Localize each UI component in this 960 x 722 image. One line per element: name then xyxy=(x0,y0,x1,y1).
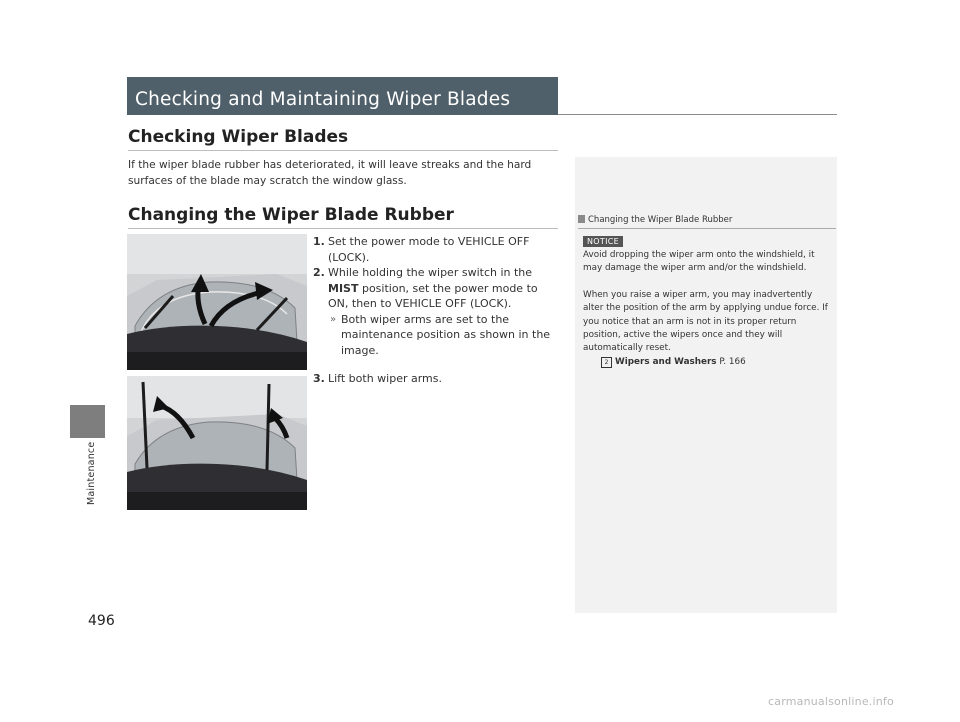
step-text: Set the power mode to VEHICLE OFF (LOCK). xyxy=(328,235,530,264)
cross-reference-link[interactable] xyxy=(583,356,833,369)
divider xyxy=(128,228,558,229)
step-text: position, set the power mode to ON, then to VEHICLE OFF (LOCK). xyxy=(328,281,538,310)
divider xyxy=(128,150,558,151)
step-2-result xyxy=(313,312,561,359)
notice-text: Avoid dropping the wiper arm onto the windshield, it may damage the wiper arm and/or the windshield. xyxy=(583,250,815,274)
sidebar-panel xyxy=(575,157,837,613)
step-1 xyxy=(313,234,561,265)
step-number: 2. xyxy=(313,266,325,279)
step-3 xyxy=(313,371,561,387)
step-text: Lift both wiper arms. xyxy=(328,372,443,385)
sidebar-rule xyxy=(578,228,836,229)
xref-title: Wipers and Washers xyxy=(615,356,717,367)
step-number: 3. xyxy=(313,372,325,385)
section-tab xyxy=(70,405,105,438)
wiper-position-photo xyxy=(127,234,307,370)
reference-icon xyxy=(578,215,585,223)
page-number: 496 xyxy=(88,613,115,629)
procedure-steps xyxy=(313,234,561,387)
banner-rule xyxy=(558,114,837,115)
cross-reference-icon: 2 xyxy=(601,357,612,368)
result-text: Both wiper arms are set to the maintenance position as shown in the image. xyxy=(341,312,551,357)
page-title-banner: Checking and Maintaining Wiper Blades xyxy=(127,77,558,115)
sidebar-text xyxy=(583,249,833,369)
sidebar-title-text: Changing the Wiper Blade Rubber xyxy=(588,215,733,225)
wiper-lifted-photo xyxy=(127,376,307,510)
heading-changing: Changing the Wiper Blade Rubber xyxy=(128,205,454,225)
sidebar-paragraph: When you raise a wiper arm, you may inadvertently alter the position of the arm by applying undue force. If you notice that an arm is not in its proper return position, active the wipers once and they will automatically reset. xyxy=(583,289,828,354)
step-text: While holding the wiper switch in the xyxy=(328,266,533,279)
mist-label: MIST xyxy=(328,281,359,295)
heading-checking: Checking Wiper Blades xyxy=(128,127,349,147)
xref-page: P. 166 xyxy=(716,356,746,367)
checking-text: If the wiper blade rubber has deteriorated, it will leave streaks and the hard surfaces of the blade may scratch the window glass. xyxy=(128,159,532,187)
section-label: Maintenance xyxy=(86,441,97,505)
sidebar-title xyxy=(578,215,732,225)
notice-badge: NOTICE xyxy=(583,236,623,247)
step-number: 1. xyxy=(313,235,325,248)
watermark: carmanualsonline.info xyxy=(768,695,894,708)
result-arrow-icon: » xyxy=(330,313,337,325)
step-2 xyxy=(313,265,561,312)
